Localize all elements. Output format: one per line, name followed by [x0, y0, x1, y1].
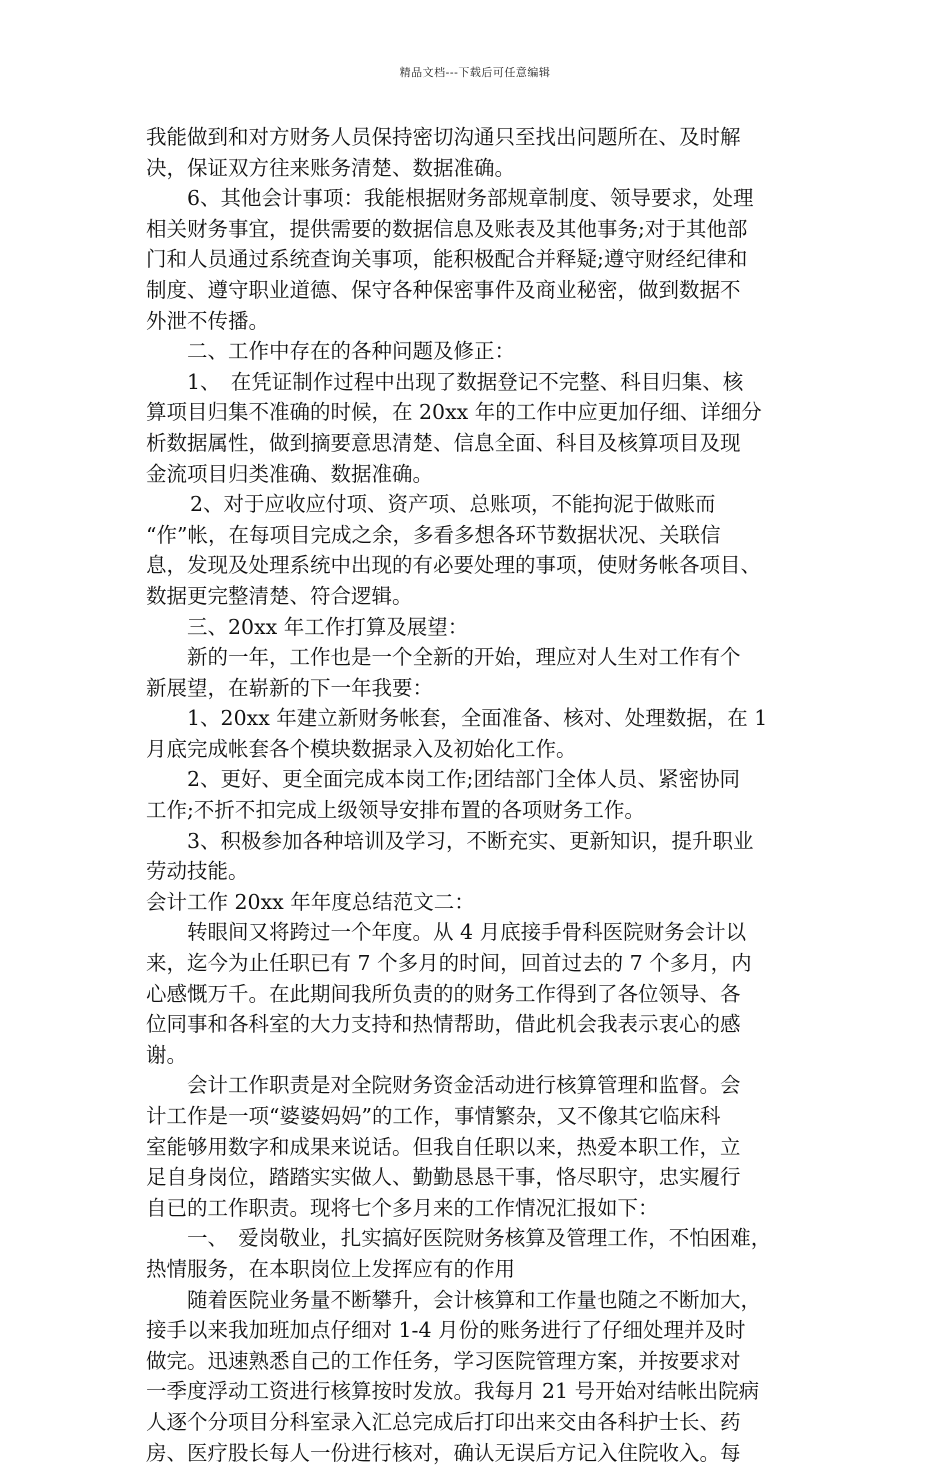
text-line: 接手以来我加班加点仔细对 1-4 月份的账务进行了仔细处理并及时: [146, 1318, 746, 1343]
text-line: 足自身岗位，踏踏实实做人、勤勤恳恳干事，恪尽职守，忠实履行: [146, 1165, 741, 1190]
text-line: 月底完成帐套各个模块数据录入及初始化工作。: [146, 736, 577, 761]
text-line: 数据更完整清楚、符合逻辑。: [146, 583, 413, 608]
text-line: 3、积极参加各种培训及学习，不断充实、更新知识，提升职业: [187, 828, 754, 853]
text-line: 劳动技能。: [146, 859, 249, 884]
text-line: 2、对于应收应付项、资产项、总账项，不能拘泥于做账而: [190, 492, 716, 517]
text-line: 房、医疗股长每人一份进行核对，确认无误后方记入住院收入。每: [146, 1440, 741, 1465]
text-line: 一、 爱岗敬业，扎实搞好医院财务核算及管理工作，不怕困难，: [187, 1226, 772, 1251]
text-line: 位同事和各科室的大力支持和热情帮助，借此机会我表示衷心的感: [146, 1012, 741, 1037]
text-line: 外泄不传播。: [146, 308, 269, 333]
text-line: 制度、遵守职业道德、保守各种保密事件及商业秘密，做到数据不: [146, 277, 741, 302]
text-line: 热情服务，在本职岗位上发挥应有的作用: [146, 1256, 515, 1281]
text-line: 随着医院业务量不断攀升，会计核算和工作量也随之不断加大，: [187, 1287, 761, 1312]
text-line: 室能够用数字和成果来说话。但我自任职以来，热爱本职工作，立: [146, 1134, 741, 1159]
text-line: “作”帐，在每项目完成之余，多看多想各环节数据状况、关联信: [146, 522, 721, 547]
text-line: 自已的工作职责。现将七个多月来的工作情况汇报如下：: [146, 1195, 659, 1220]
text-line: 新展望，在崭新的下一年我要：: [146, 675, 433, 700]
document-body: [146, 122, 826, 1468]
text-line: 人逐个分项目分科室录入汇总完成后打印出来交由各科护士长、药: [146, 1409, 741, 1434]
text-line: 心感慨万千。在此期间我所负责的的财务工作得到了各位领导、各: [146, 981, 741, 1006]
text-line: 金流项目归类准确、数据准确。: [146, 461, 433, 486]
text-line: 门和人员通过系统查询关事项，能积极配合并释疑;遵守财经纪律和: [146, 247, 748, 272]
text-line: 1、 在凭证制作过程中出现了数据登记不完整、科目归集、核: [187, 369, 744, 394]
text-line: 我能做到和对方财务人员保持密切沟通只至找出问题所在、及时解: [146, 125, 741, 149]
text-line: 会计工作 20xx 年年度总结范文二：: [146, 889, 475, 914]
page-header: 精品文档---下载后可任意编辑: [399, 66, 551, 79]
text-line: 计工作是一项“婆婆妈妈”的工作，事情繁杂，又不像其它临床科: [146, 1104, 721, 1128]
text-line: 相关财务事宜，提供需要的数据信息及账表及其他事务;对于其他部: [146, 216, 748, 241]
text-line: 2、更好、更全面完成本岗工作;团结部门全体人员、紧密协同: [187, 767, 740, 792]
text-line: 新的一年，工作也是一个全新的开始，理应对人生对工作有个: [187, 645, 741, 670]
text-line: 算项目归集不准确的时候，在 20xx 年的工作中应更加仔细、详细分: [146, 400, 762, 425]
text-line: 析数据属性，做到摘要意思清楚、信息全面、科目及核算项目及现: [146, 430, 741, 455]
text-line: 工作;不折不扣完成上级领导安排布置的各项财务工作。: [146, 798, 645, 823]
text-line: 息，发现及处理系统中出现的有必要处理的事项，使财务帐各项目、: [146, 553, 761, 578]
text-line: 一季度浮动工资进行核算按时发放。我每月 21 号开始对结帐出院病: [146, 1379, 760, 1404]
text-line: 谢。: [146, 1042, 187, 1067]
text-line: 转眼间又将跨过一个年度。从 4 月底接手骨科医院财务会计以: [187, 920, 747, 945]
text-line: 会计工作职责是对全院财务资金活动进行核算管理和监督。会: [187, 1073, 741, 1098]
text-line: 6、其他会计事项：我能根据财务部规章制度、领导要求，处理: [187, 186, 754, 211]
text-line: 决，保证双方往来账务清楚、数据准确。: [146, 155, 515, 180]
text-line: 做完。迅速熟悉自己的工作任务，学习医院管理方案，并按要求对: [146, 1348, 741, 1373]
text-line: 二、工作中存在的各种问题及修正：: [187, 339, 515, 364]
text-line: 三、20xx 年工作打算及展望：: [187, 614, 469, 639]
text-line: 1、20xx 年建立新财务帐套，全面准备、核对、处理数据，在 1: [187, 706, 768, 731]
text-line: 来，迄今为止任职已有 7 个多月的时间，回首过去的 7 个多月，内: [146, 951, 752, 976]
